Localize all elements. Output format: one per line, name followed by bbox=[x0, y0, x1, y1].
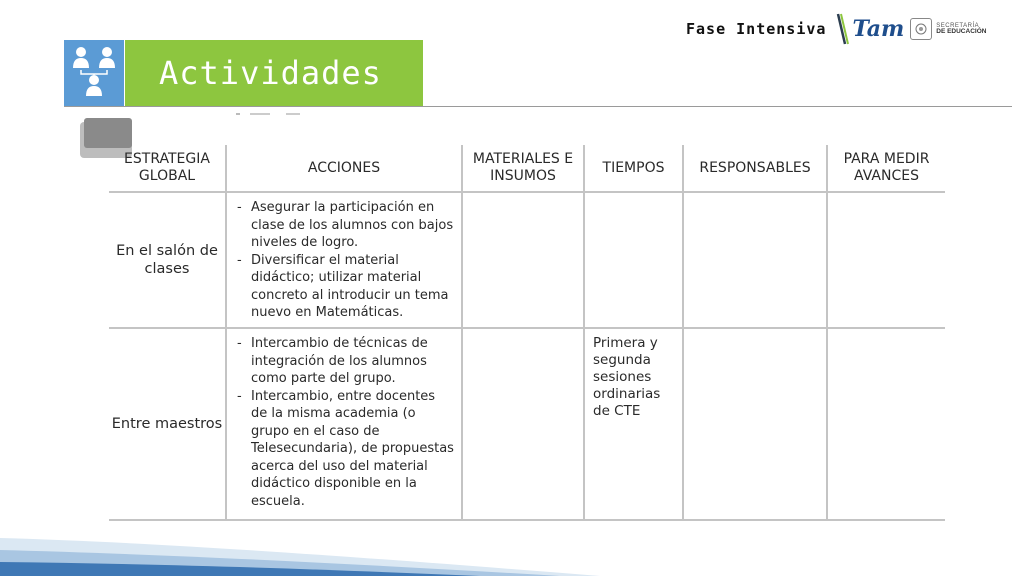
people-network-icon bbox=[69, 44, 119, 102]
activities-table bbox=[109, 145, 945, 521]
sep-top-text: SECRETARÍA bbox=[936, 22, 980, 29]
strategy-cell: Entre maestros bbox=[109, 328, 226, 520]
materials-cell bbox=[462, 328, 584, 520]
actions-cell bbox=[226, 328, 462, 520]
responsible-cell bbox=[683, 328, 827, 520]
title-icon-box bbox=[64, 40, 124, 106]
responsible-cell bbox=[683, 192, 827, 328]
government-seal-icon bbox=[910, 18, 932, 40]
header-right bbox=[686, 12, 986, 46]
header-divider bbox=[64, 106, 1012, 107]
times-cell: Primera y segunda sesiones ordinarias de CTE bbox=[584, 328, 683, 520]
header-cell: RESPONSABLES bbox=[683, 145, 827, 192]
page-title: Actividades bbox=[159, 54, 382, 92]
sep-bottom-text: DE EDUCACIÓN bbox=[936, 27, 987, 35]
materials-cell bbox=[462, 192, 584, 328]
bottom-swoosh-decoration bbox=[0, 516, 600, 576]
action-item: - Diversificar el material didáctico; utilizar material concreto al introducir un tema nuevo en Matemáticas. bbox=[235, 252, 455, 322]
header-cell: MATERIALES E INSUMOS bbox=[462, 145, 584, 192]
actions-cell bbox=[226, 192, 462, 328]
faded-bleed-text bbox=[236, 110, 306, 120]
phase-label: Fase Intensiva bbox=[686, 20, 827, 38]
strategy-cell: En el salón de clases bbox=[109, 192, 226, 328]
action-item: - Asegurar la participación en clase de los alumnos con bajos niveles de logro. bbox=[235, 199, 455, 252]
table-row bbox=[109, 328, 945, 520]
header-cell: ESTRATEGIA GLOBAL bbox=[109, 145, 226, 192]
actions-list bbox=[235, 199, 455, 322]
progress-cell bbox=[827, 328, 945, 520]
header-cell: ACCIONES bbox=[226, 145, 462, 192]
title-banner bbox=[125, 40, 423, 106]
actions-list bbox=[235, 335, 455, 510]
slash-logo-icon bbox=[836, 12, 850, 46]
table-row bbox=[109, 192, 945, 328]
header-cell: PARA MEDIR AVANCES bbox=[827, 145, 945, 192]
progress-cell bbox=[827, 192, 945, 328]
tam-logo bbox=[836, 12, 986, 46]
sep-logo bbox=[936, 23, 986, 36]
tam-logo-text: Tam bbox=[852, 16, 905, 42]
header-cell: TIEMPOS bbox=[584, 145, 683, 192]
times-cell bbox=[584, 192, 683, 328]
action-item: - Intercambio, entre docentes de la misma academia (o grupo en el caso de Telesecundaria), de propuestas acerca del uso del material didáctico disponible en la escuela. bbox=[235, 388, 455, 511]
table-header-row bbox=[109, 145, 945, 192]
action-item: - Intercambio de técnicas de integración de los alumnos como parte del grupo. bbox=[235, 335, 455, 388]
